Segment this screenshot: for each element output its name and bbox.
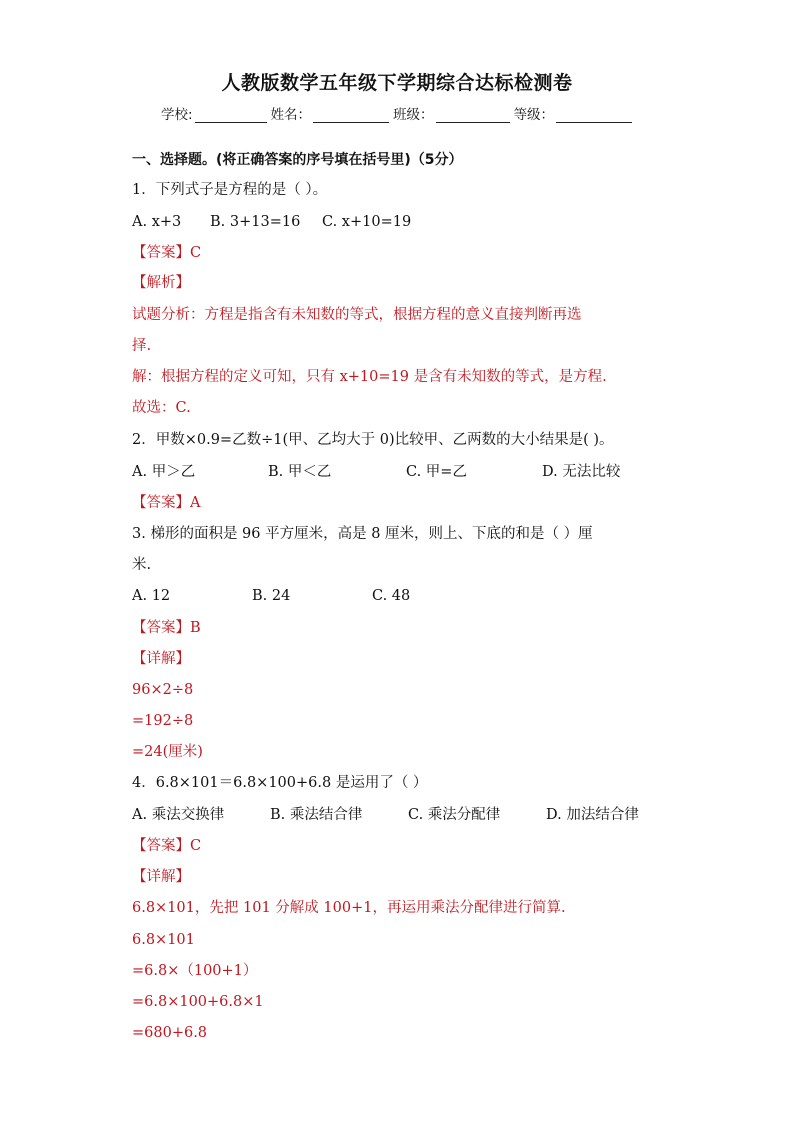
q2-option-d: D. 无法比较 [542,464,621,480]
q4-step-1: 6.8×101 [132,932,195,948]
grade-blank [556,108,632,123]
answer-tag: 【答案】 [132,620,190,636]
grade-label: 等级： [513,107,555,123]
q1-answer [132,243,201,263]
q3-detail-tag: 【详解】 [132,651,190,667]
q2-options [132,462,620,482]
answer-tag: 【答案】 [132,495,190,511]
q2-stem: 2．甲数×0.9=乙数÷1(甲、乙均大于 0)比较甲、乙两数的大小结果是( )。 [132,432,614,448]
q2-option-c: C. 甲=乙 [406,464,467,480]
answer-tag: 【答案】 [132,245,190,261]
page-title: 人教版数学五年级下学期综合达标检测卷 [221,72,573,94]
q1-options [132,212,411,232]
q3-stem-line2: 米. [132,557,152,573]
q2-option-a: A. 甲＞乙 [132,464,196,480]
q1-solution: 解：根据方程的定义可知，只有 x+10=19 是含有未知数的等式，是方程. [132,369,607,385]
answer-value: A [190,495,201,511]
q4-answer [132,836,201,856]
q3-stem-line1: 3. 梯形的面积是 96 平方厘米，高是 8 厘米，则上、下底的和是（ ）厘 [132,526,593,542]
school-label: 学校: [161,107,193,123]
q3-answer [132,618,201,638]
q4-stem: 4．6.8×101＝6.8×100+6.8 是运用了（ ） [132,775,428,791]
q4-explain: 6.8×101，先把 101 分解成 100+1，再运用乘法分配律进行简算. [132,900,566,916]
q4-step-2: =6.8×（100+1） [132,963,258,979]
q3-step-2: =192÷8 [132,713,194,729]
answer-value: B [190,620,201,636]
class-blank [436,108,510,123]
q1-analysis-line2: 择. [132,338,152,354]
class-label: 班级： [393,107,434,123]
name-blank [313,108,389,123]
q3-step-1: 96×2÷8 [132,682,194,698]
q3-option-c: C. 48 [372,588,411,604]
section-heading: 一、选择题。(将正确答案的序号填在括号里)（5分） [132,152,463,168]
q4-step-3: =6.8×100+6.8×1 [132,994,264,1010]
q2-answer [132,493,200,513]
q1-analysis-line1: 试题分析：方程是指含有未知数的等式，根据方程的意义直接判断再选 [132,307,582,323]
q1-stem: 1．下列式子是方程的是（ ）。 [132,182,328,198]
q4-detail-tag: 【详解】 [132,869,190,885]
q1-option-c: C. x+10=19 [322,214,412,230]
answer-tag: 【答案】 [132,838,190,854]
q4-option-d: D. 加法结合律 [546,807,639,823]
answer-value: C [190,245,202,261]
q4-option-b: B. 乘法结合律 [270,807,363,823]
q3-option-b: B. 24 [252,588,291,604]
q4-option-a: A. 乘法交换律 [132,807,225,823]
school-blank [195,108,267,123]
q1-analysis-tag: 【解析】 [132,275,190,291]
q4-option-c: C. 乘法分配律 [408,807,501,823]
name-label: 姓名： [270,107,312,123]
q1-option-a: A. x+3 [132,214,182,230]
q1-option-b: B. 3+13=16 [210,214,301,230]
q3-option-a: A. 12 [132,588,171,604]
q1-choose: 故选：C. [132,400,191,416]
q3-options [132,586,410,606]
answer-value: C [190,838,202,854]
q4-options [132,805,639,825]
q3-step-3: =24(厘米) [132,744,203,760]
student-info-row [161,103,636,123]
q4-step-4: =680+6.8 [132,1025,208,1041]
q2-option-b: B. 甲＜乙 [268,464,332,480]
